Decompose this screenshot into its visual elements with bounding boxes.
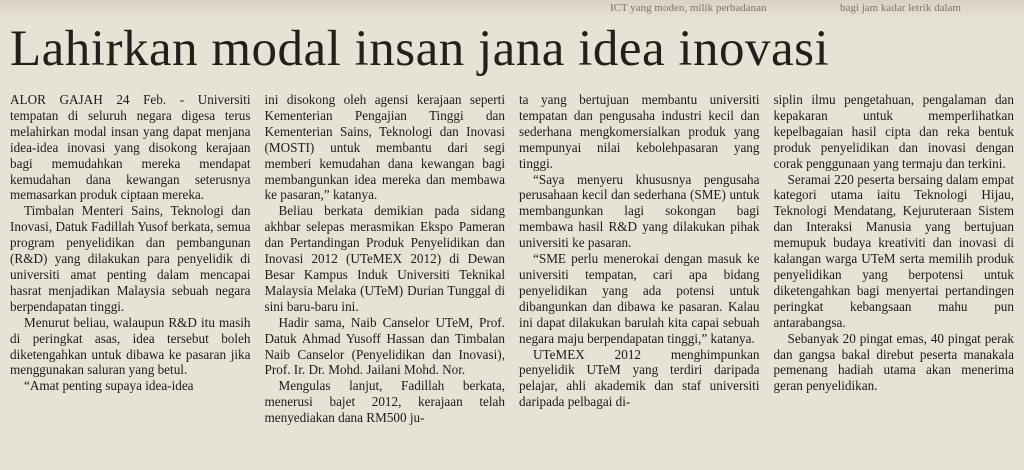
paragraph: ta yang bertujuan membantu universiti tempatan dan pengusaha industri kecil dan sederhana mengkomersialkan produk yang mempunyai nilai kebolehpasaran yang tinggi. xyxy=(519,92,760,171)
paragraph: “Saya menyeru khususnya pengusaha perusahaan kecil dan sederhana (SME) untuk membangunkan lagi sokongan bagi membawa hasil R&D yang dilakukan pihak universiti ke pasaran. xyxy=(519,171,760,251)
article-body xyxy=(10,92,1014,470)
article-column-1 xyxy=(10,92,251,470)
bleed-text: bagi jam kadar letrik dalam xyxy=(840,2,961,14)
paragraph: ALOR GAJAH 24 Feb. - Universiti tempatan di seluruh negara digesa terus melahirkan modal insan yang dapat menjana idea-idea inovasi yang disokong kerajaan bagi memudahkan mereka mendapat kemudahan dana kewangan seterusnya memasarkan produk ciptaan mereka. xyxy=(10,92,251,203)
paragraph: Menurut beliau, walaupun R&D itu masih di peringkat asas, idea tersebut boleh diketengahkan untuk dibawa ke pasaran jika menggunakan saluran yang betul. xyxy=(10,314,251,378)
paragraph: UTeMEX 2012 menghimpunkan penyelidik UTeM yang terdiri daripada pelajar, ahli akademik dan staf universiti daripada pelbagai di- xyxy=(519,346,760,410)
bleed-text: ICT yang moden, milik perbadanan xyxy=(610,2,767,14)
paragraph: siplin ilmu pengetahuan, pengalaman dan kepakaran untuk memperlihatkan kepelbagaian hasil cipta dan reka bentuk produk penyelidikan dan inovasi dengan corak penggunaan yang termaju dan terkini. xyxy=(773,92,1014,171)
article-column-2 xyxy=(265,92,506,470)
article-column-4 xyxy=(774,92,1015,470)
paragraph: Beliau berkata demikian pada sidang akhbar selepas merasmikan Ekspo Pameran dan Pertandingan Produk Penyelidikan dan Inovasi 2012 (UTeMEX 2012) di Dewan Besar Kampus Induk Universiti Teknikal Malaysia Melaka (UTeM) Durian Tunggal di sini baru-baru ini. xyxy=(264,203,505,314)
paragraph: “SME perlu menerokai dengan masuk ke universiti tempatan, cari apa bidang penyelidikan yang ada potensi untuk dibangunkan dan dibawa ke pasaran. Kalau ini dapat dilakukan barulah kita capai sebuah negara maju berpendapatan tinggi,” katanya. xyxy=(519,251,760,346)
paragraph: “Amat penting supaya idea-idea xyxy=(24,378,194,394)
article-column-3 xyxy=(519,92,760,470)
paragraph: Timbalan Menteri Sains, Teknologi dan Inovasi, Datuk Fadillah Yusof berkata, semua program penyelidikan dan pembangunan (R&D) yang dilakukan para penyelidik di universiti amat penting dalam mencapai hasrat menjadikan Malaysia sebuah negara berpendapatan tinggi. xyxy=(10,203,251,314)
paragraph: Mengulas lanjut, Fadillah berkata, menerusi bajet 2012, kerajaan telah menyediakan dana RM500 ju- xyxy=(264,378,505,426)
paragraph: Hadir sama, Naib Canselor UTeM, Prof. Datuk Ahmad Yusoff Hassan dan Timbalan Naib Canselor (Penyelidikan dan Inovasi), Prof. Ir. Dr. Mohd. Jailani Mohd. Nor. xyxy=(264,314,505,378)
paragraph: Seramai 220 peserta bersaing dalam empat kategori utama iaitu Teknologi Hijau, Teknologi Mendatang, Kejuruteraan Sistem dan Interaksi Manusia yang bertujuan memupuk budaya kreativiti dan inovasi di kalangan warga UTeM serta memilih produk penyelidikan yang berpotensi untuk diketengahkan bagi menyertai pertandingen peringkat kebangsaan mahu pun antarabangsa. xyxy=(773,171,1014,330)
paragraph: Sebanyak 20 pingat emas, 40 pingat perak dan gangsa bakal direbut peserta manakala pemenang hadiah utama akan menerima geran penyelidikan. xyxy=(773,330,1014,394)
paragraph: ini disokong oleh agensi kerajaan seperti Kementerian Pengajian Tinggi dan Kementerian Sains, Teknologi dan Inovasi (MOSTI) untuk membantu dari segi memberi kemudahan dana kewangan bagi membangunkan idea mereka dan membawa ke pasaran,” katanya. xyxy=(264,92,505,203)
headline: Lahirkan modal insan jana idea inovasi xyxy=(10,21,830,77)
